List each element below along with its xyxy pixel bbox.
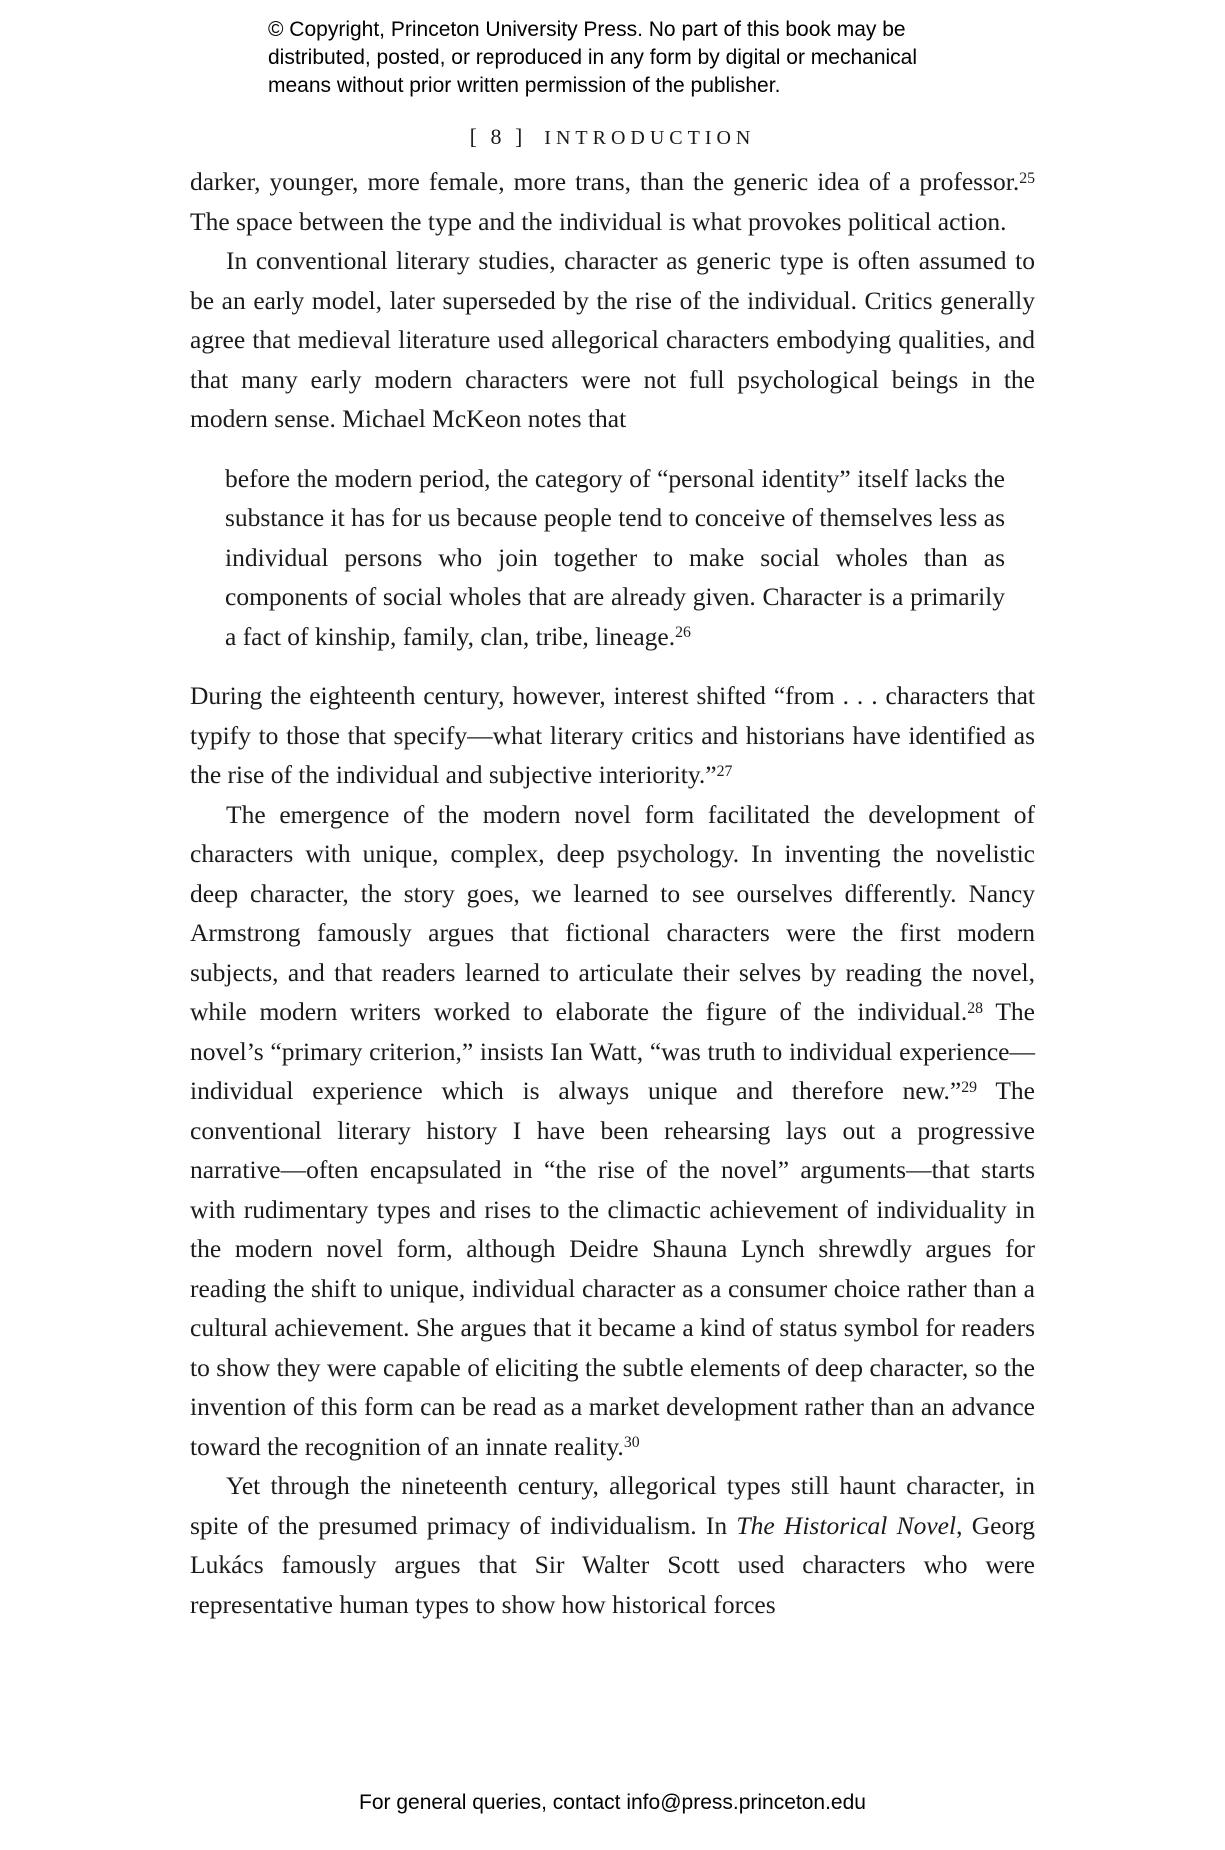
text-run: darker, younger, more female, more trans, than the generic idea of a professor.	[190, 167, 1020, 196]
text-run: The conventional literary history I have been rehearsing lays out a progressive narrative—often encapsulated in “the rise of the novel” arguments—that starts with rudimentary types and rises to the climactic achievement of individuality in the modern novel form, although Deidre Shauna Lynch shrewdly argues for reading the shift to unique, individual character as a consumer choice rather than a cultural achievement. She argues that it became a kind of status symbol for readers to show they were capable of eliciting the subtle elements of deep character, so the invention of this form can be read as a market development rather than an advance toward the recognition of an innate reality.	[190, 1076, 1035, 1461]
paragraph	[190, 1466, 1035, 1624]
footnote-reference: 29	[961, 1078, 977, 1096]
text-run: before the modern period, the category of “personal identity” itself lacks the substance it has for us because people tend to conceive of themselves less as individual persons who join together to make social wholes than as components of social wholes that are already given. Character is a primarily a fact of kinship, family, clan, tribe, lineage.	[225, 463, 1005, 651]
text-run: During the eighteenth century, however, interest shifted “from . . . characters that typify to those that specify—what literary critics and historians have identified as the rise of the individual and subjective interiority.”	[190, 681, 1035, 789]
footnote-reference: 27	[716, 762, 733, 780]
paragraph	[190, 162, 1035, 241]
footnote-reference: 25	[1019, 169, 1035, 187]
text-run: Yet through the nineteenth century, allegorical types still haunt character, in spite of the presumed primacy of individualism. In	[190, 1471, 1035, 1540]
text-run: In conventional literary studies, character as generic type is often assumed to be an early model, later superseded by the rise of the individual. Critics generally agree that medieval literature used allegorical characters embodying qualities, and that many early modern characters were not full psychological beings in the modern sense. Michael McKeon notes that	[190, 246, 1035, 433]
running-head	[190, 124, 1035, 150]
section-title: INTRODUCTION	[544, 127, 756, 149]
page-number: [ 8 ]	[469, 124, 527, 149]
footnote-reference: 30	[623, 1434, 640, 1452]
text-run: The novel’s “primary criterion,” insists Ian Watt, “was truth to individual experience—individual experience which is always unique and therefore new.”	[190, 997, 1035, 1105]
body-paragraphs	[190, 162, 1035, 1624]
copyright-line: © Copyright, Princeton University Press. No part of this book may be	[268, 18, 906, 41]
paragraph	[190, 241, 1035, 439]
footnote-reference: 26	[675, 624, 691, 642]
copyright-line: means without prior written permission of the publisher.	[268, 74, 781, 97]
text-run: The emergence of the modern novel form facilitated the development of characters with unique, complex, deep psychology. In inventing the novelistic deep character, the story goes, we learned to see ourselves differently. Nancy Armstrong famously argues that fictional characters were the first modern subjects, and that readers learned to articulate their selves by reading the novel, while modern writers worked to elaborate the figure of the individual.	[190, 799, 1035, 1026]
footer-queries-text: For general queries, contact info@press.princeton.edu	[359, 1791, 866, 1814]
paragraph	[190, 676, 1035, 795]
text-run: , Georg Lukács famously argues that Sir Walter Scott used characters who were representative human types to show how historical forces	[190, 1510, 1035, 1619]
footnote-reference: 28	[967, 999, 984, 1017]
paragraph	[190, 795, 1035, 1467]
copyright-line: distributed, posted, or reproduced in any form by digital or mechanical	[268, 46, 918, 69]
italic-book-title: The Historical Novel	[736, 1510, 957, 1540]
text-run: The space between the type and the individual is what provokes political action.	[190, 206, 1007, 236]
copyright-notice	[268, 16, 917, 100]
block-quote	[225, 459, 1005, 657]
